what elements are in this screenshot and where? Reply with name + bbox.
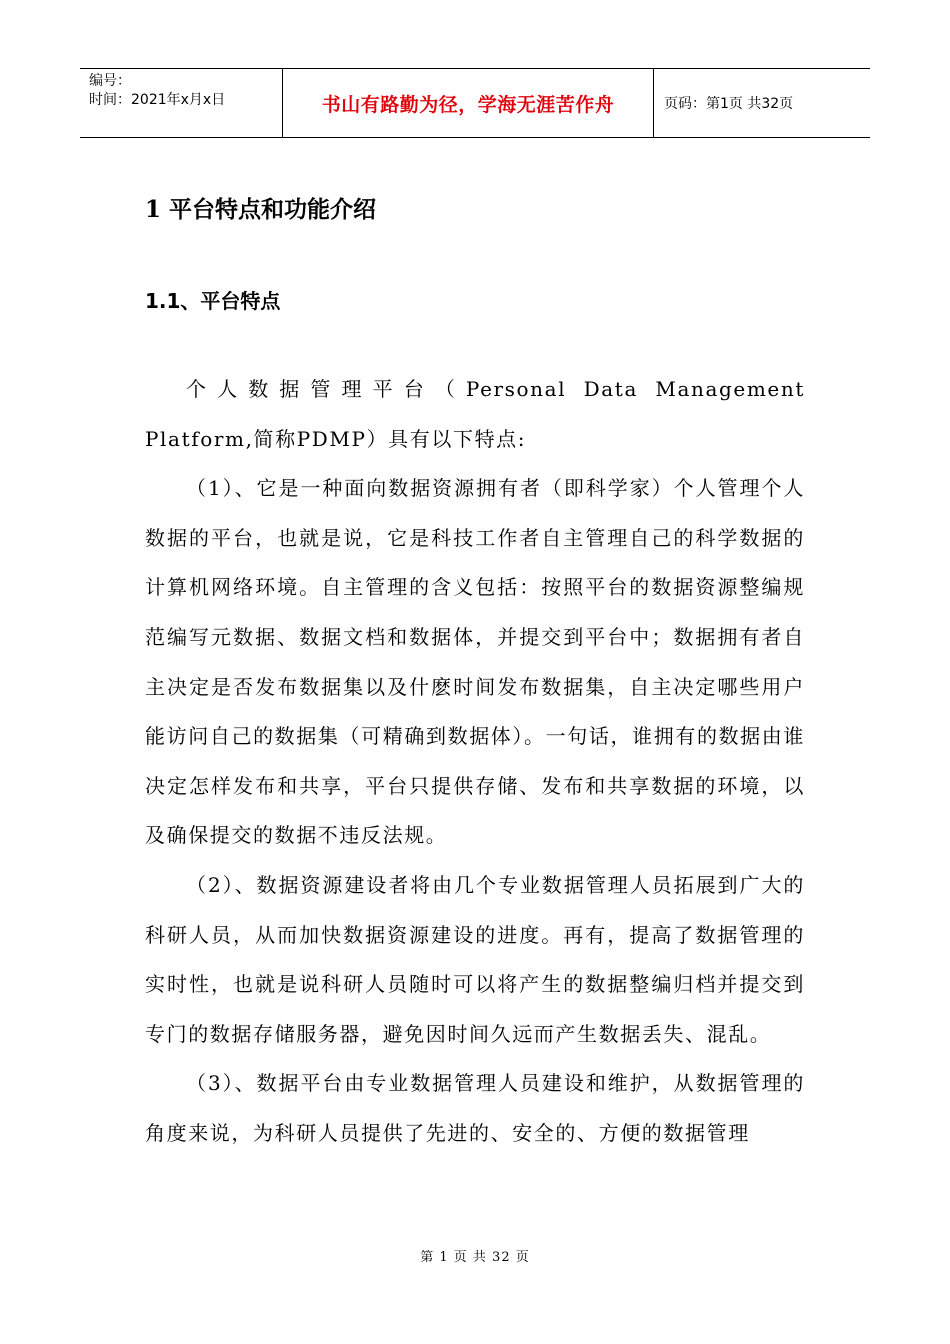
- paragraph: （3）、数据平台由专业数据管理人员建设和维护，从数据管理的角度来说，为科研人员提供了先进的、安全的、方便的数据管理: [145, 1071, 805, 1145]
- page-footer: 第 1 页 共 32 页: [420, 1250, 530, 1265]
- page-info: 页码：第1页 共32页: [664, 96, 794, 112]
- header-motto-cell: [283, 69, 654, 137]
- header-meta-cell: [80, 69, 283, 137]
- paragraph: （1）、它是一种面向数据资源拥有者（即科学家）个人管理个人数据的平台，也就是说，它是科技工作者自主管理自己的科学数据的计算机网络环境。自主管理的含义包括：按照平台的数据资源整编规范编写元数据、数据文档和数据体，并提交到平台中；数据拥有者自主决定是否发布数据集以及什麽时间发布数据集，自主决定哪些用户能访问自己的数据集（可精确到数据体）。一句话，谁拥有的数据由谁决定怎样发布和共享，平台只提供存储、发布和共享数据的环境，以及确保提交的数据不违反法规。: [145, 476, 805, 848]
- time-label: 时间：2021年x月x日: [89, 92, 226, 108]
- paragraph: 个人数据管理平台（Personal Data Management Platform,简称PDMP）具有以下特点:: [145, 377, 805, 451]
- paragraph: （2）、数据资源建设者将由几个专业数据管理人员拓展到广大的科研人员，从而加快数据资源建设的进度。再有，提高了数据管理的实时性，也就是说科研人员随时可以将产生的数据整编归档并提交到专门的数据存储服务器，避免因时间久远而产生数据丢失、混乱。: [145, 872, 805, 1046]
- header-table: [80, 68, 870, 138]
- document-body: [145, 365, 805, 1159]
- section-heading: 1 平台特点和功能介绍: [145, 196, 377, 223]
- header-page-cell: [654, 69, 870, 137]
- subsection-heading: 1.1、平台特点: [145, 289, 281, 313]
- motto-text: 书山有路勤为径，学海无涯苦作舟: [321, 93, 615, 116]
- number-label: 编号：: [89, 73, 131, 89]
